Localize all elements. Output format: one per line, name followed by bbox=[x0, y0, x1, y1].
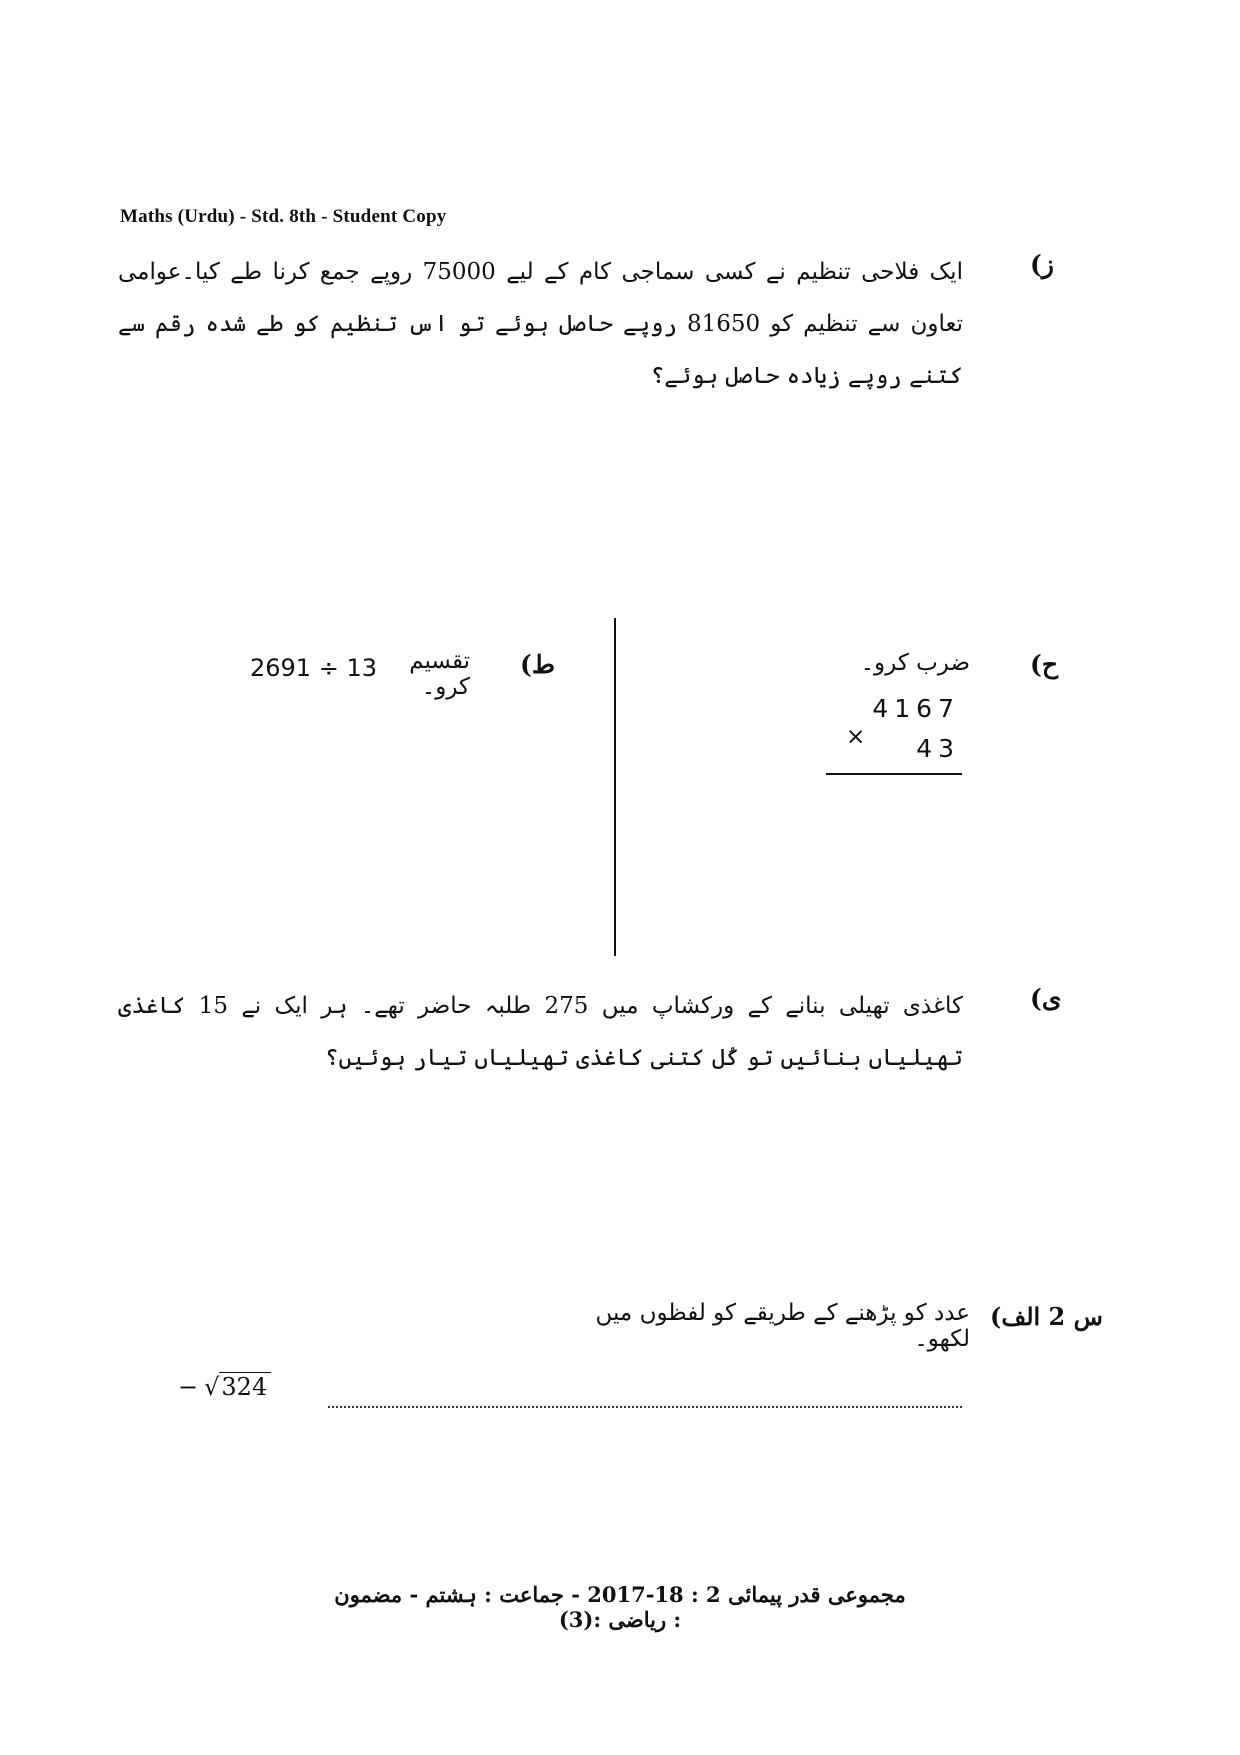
radical-sign: √ bbox=[204, 1373, 220, 1401]
question-z-text: ایک فلاحی تنظیم نے کسی سماجی کام کے لیے 75000 روپے جمع کرنا طے کیا۔عوامی تعاون سے تنظیم کو 81650 روپے حاصل ہوئے تو اس تنظیم کو طے شدہ رقم سے کتنے روپے زیادہ حاصل ہوئے؟ bbox=[118, 259, 963, 389]
square-root-expression bbox=[178, 1372, 271, 1401]
question-t-label: ط) bbox=[520, 650, 555, 679]
page-header-title: Maths (Urdu) - Std. 8th - Student Copy bbox=[120, 206, 447, 227]
multiplier: 43 bbox=[916, 734, 960, 763]
question-h-label: ح) bbox=[1030, 650, 1058, 679]
division-expression: 2691 ÷ 13 bbox=[250, 654, 377, 682]
question-2-label: س 2 الف) bbox=[990, 1302, 1103, 1331]
question-h-instruction: ضرب کرو۔ bbox=[860, 650, 970, 676]
page-footer: مجموعی قدر پیمائی 2 : 18-2017 - جماعت : ہشتم - مضمون : ریاضی :(3) bbox=[334, 1582, 906, 1632]
question-y-text: کاغذی تھیلی بنانے کے ورکشاپ میں 275 طلبہ حاضر تھے۔ ہر ایک نے 15 کاغذی تھیلیاں بنائیں تو کُل کتنی کاغذی تھیلیاں تیار ہوئیں؟ bbox=[118, 993, 963, 1071]
minus-sign: − bbox=[178, 1373, 199, 1401]
multiplicand: 4167 bbox=[872, 694, 960, 723]
question-2-instruction: عدد کو پڑھنے کے طریقے کو لفظوں میں لکھو۔ bbox=[595, 1300, 970, 1352]
column-divider bbox=[614, 618, 616, 956]
answer-dotted-line[interactable] bbox=[328, 1406, 962, 1408]
question-t-instruction: تقسیم کرو۔ bbox=[409, 648, 470, 700]
question-y-label: ی) bbox=[1030, 984, 1062, 1013]
question-z-label: ز) bbox=[1030, 250, 1054, 279]
multiplication-rule-line bbox=[826, 773, 962, 775]
radicand: 324 bbox=[219, 1372, 271, 1401]
multiply-sign: × bbox=[846, 724, 866, 750]
